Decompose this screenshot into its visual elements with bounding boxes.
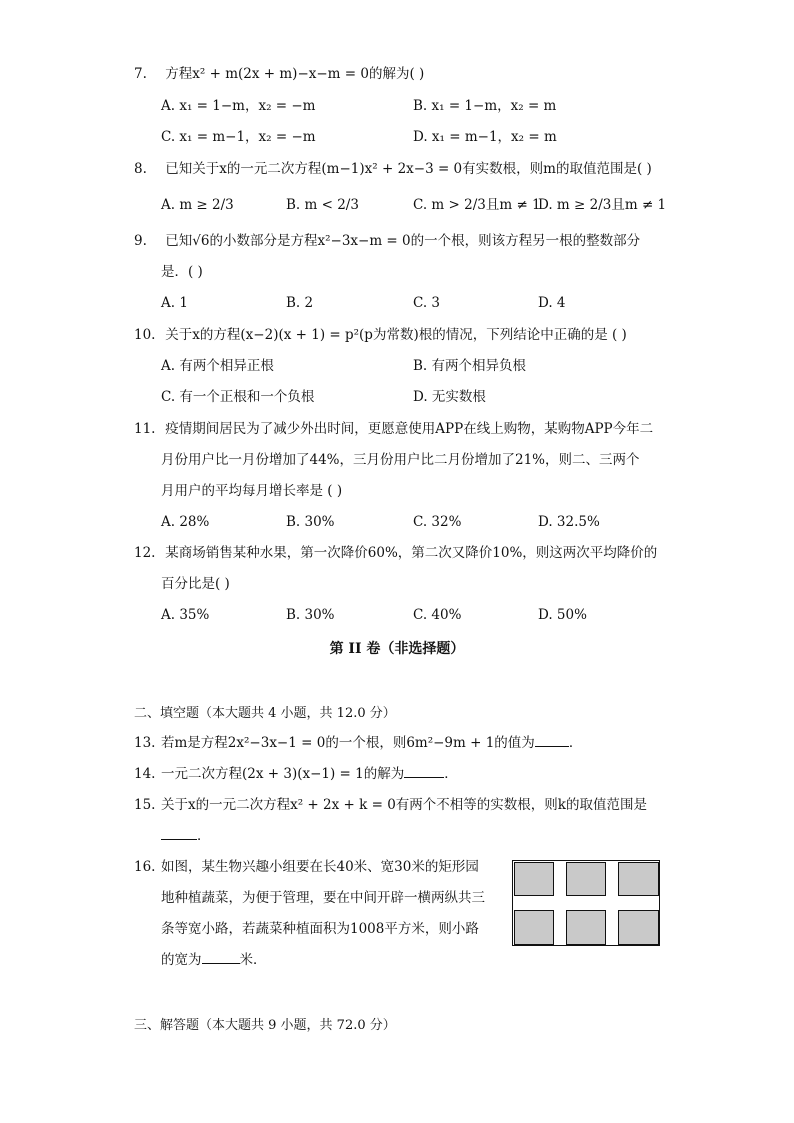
option-d[interactable]: D. x₁ = m−1，x₂ = m	[413, 129, 557, 145]
option-b[interactable]: B. x₁ = 1−m，x₂ = m	[413, 98, 557, 114]
option-d[interactable]: D. 4	[538, 295, 566, 311]
question-stem: 某商场销售某种水果，第一次降价60%，第二次又降价10%，则这两次平均降价的	[165, 545, 658, 561]
question-stem-continued	[161, 821, 671, 852]
question-10	[134, 320, 674, 351]
vegetable-plot	[618, 910, 659, 945]
question-stem-continued: 百分比是( )	[161, 576, 230, 592]
question-13	[134, 728, 674, 759]
option-c[interactable]: C. m > 2/3且m ≠ 1	[413, 197, 541, 213]
options-row	[161, 507, 681, 538]
question-stem: 关于x的一元二次方程x² + 2x + k = 0有两个不相等的实数根，则k的取值范围是	[161, 797, 647, 813]
option-b[interactable]: B. 2	[286, 295, 314, 311]
options-row	[161, 382, 681, 413]
option-a[interactable]: A. 有两个相异正根	[161, 358, 274, 374]
question-stem-pre: 的宽为	[161, 952, 202, 968]
option-b[interactable]: B. 30%	[286, 514, 335, 530]
option-a[interactable]: A. 35%	[161, 607, 210, 623]
question-stem-continued: 是．( )	[161, 264, 203, 280]
vegetable-plot	[566, 862, 606, 896]
question-stem: 疫情期间居民为了减少外出时间，更愿意使用APP在线上购物，某购物APP今年二	[165, 421, 654, 437]
options-row	[161, 351, 681, 382]
question-tail: ．	[444, 766, 458, 782]
vegetable-plot	[566, 910, 606, 945]
question-number: 14.	[134, 766, 156, 782]
question-tail: 米．	[239, 952, 267, 968]
question-number: 7.	[134, 66, 147, 82]
question-8	[134, 154, 674, 185]
option-a[interactable]: A. m ≥ 2/3	[161, 197, 234, 213]
question-12	[134, 538, 674, 569]
vegetable-plot	[618, 862, 659, 896]
part-two-title: 第 II 卷（非选择题）	[329, 641, 465, 657]
question-stem-continued: 地种植蔬菜，为便于管理，要在中间开辟一横两纵共三	[161, 890, 485, 906]
question-stem-continued	[161, 945, 501, 976]
question-stem-continued: 月份用户比一月份增加了44%，三月份用户比二月份增加了21%，则二、三两个	[161, 452, 640, 468]
options-row	[161, 91, 681, 122]
option-c[interactable]: C. 32%	[413, 514, 462, 530]
question-tail: ．	[197, 828, 211, 844]
option-b[interactable]: B. 30%	[286, 607, 335, 623]
option-c[interactable]: C. 40%	[413, 607, 462, 623]
option-b[interactable]: B. 有两个相异负根	[413, 358, 527, 374]
question-stem: 关于x的方程(x−2)(x + 1) = p²(p为常数)根的情况，下列结论中正确的是 ( )	[165, 327, 627, 343]
vegetable-plot	[514, 910, 554, 945]
options-row	[161, 190, 681, 221]
question-stem: 若m是方程2x²−3x−1 = 0的一个根，则6m²−9m + 1的值为	[161, 735, 535, 751]
question-9	[134, 226, 674, 257]
option-b[interactable]: B. m < 2/3	[286, 197, 359, 213]
answer-blank[interactable]	[404, 763, 444, 778]
question-number: 10.	[134, 327, 156, 343]
question-14	[134, 759, 674, 790]
question-number: 12.	[134, 545, 156, 561]
option-a[interactable]: A. 1	[161, 295, 188, 311]
question-number: 13.	[134, 735, 156, 751]
question-stem: 一元二次方程(2x + 3)(x−1) = 1的解为	[161, 766, 405, 782]
question-stem-continued: 条等宽小路，若蔬菜种植面积为1008平方米，则小路	[161, 921, 479, 937]
question-number: 11.	[134, 421, 156, 437]
option-c[interactable]: C. x₁ = m−1，x₂ = −m	[161, 129, 316, 145]
question-stem: 方程x² + m(2x + m)−x−m = 0的解为( )	[165, 66, 425, 82]
question-stem: 如图，某生物兴趣小组要在长40米、宽30米的矩形园	[161, 859, 479, 875]
vegetable-plot	[514, 862, 554, 896]
question-tail: ．	[568, 735, 583, 751]
question-15	[134, 790, 674, 821]
question-number: 9.	[134, 233, 147, 249]
answer-blank[interactable]	[161, 825, 197, 840]
section-answer-header: 三、解答题（本大题共 9 小题，共 72.0 分）	[134, 1018, 396, 1033]
question-number: 8.	[134, 161, 147, 177]
options-row	[161, 600, 681, 631]
option-d[interactable]: D. 无实数根	[413, 389, 486, 405]
options-row	[161, 122, 681, 153]
option-c[interactable]: C. 有一个正根和一个负根	[161, 389, 315, 405]
question-stem-continued: 月用户的平均每月增长率是 ( )	[161, 483, 343, 499]
option-a[interactable]: A. 28%	[161, 514, 210, 530]
section-fill-header: 二、填空题（本大题共 4 小题，共 12.0 分）	[134, 706, 396, 721]
answer-blank[interactable]	[535, 732, 569, 747]
question-16	[134, 852, 494, 883]
question-stem: 已知关于x的一元二次方程(m−1)x² + 2x−3 = 0有实数根，则m的取值范围是( )	[165, 161, 652, 177]
question-number: 15.	[134, 797, 156, 813]
options-row	[161, 288, 681, 319]
question-stem: 已知√6的小数部分是方程x²−3x−m = 0的一个根，则该方程另一根的整数部分	[165, 233, 641, 249]
option-c[interactable]: C. 3	[413, 295, 441, 311]
option-d[interactable]: D. 50%	[538, 607, 587, 623]
option-d[interactable]: D. 32.5%	[538, 514, 600, 530]
answer-blank[interactable]	[202, 949, 240, 964]
question-7	[134, 59, 674, 90]
option-a[interactable]: A. x₁ = 1−m，x₂ = −m	[161, 98, 316, 114]
garden-diagram	[512, 860, 660, 946]
option-d[interactable]: D. m ≥ 2/3且m ≠ 1	[538, 197, 667, 213]
question-number: 16.	[134, 859, 156, 875]
question-11	[134, 414, 674, 445]
